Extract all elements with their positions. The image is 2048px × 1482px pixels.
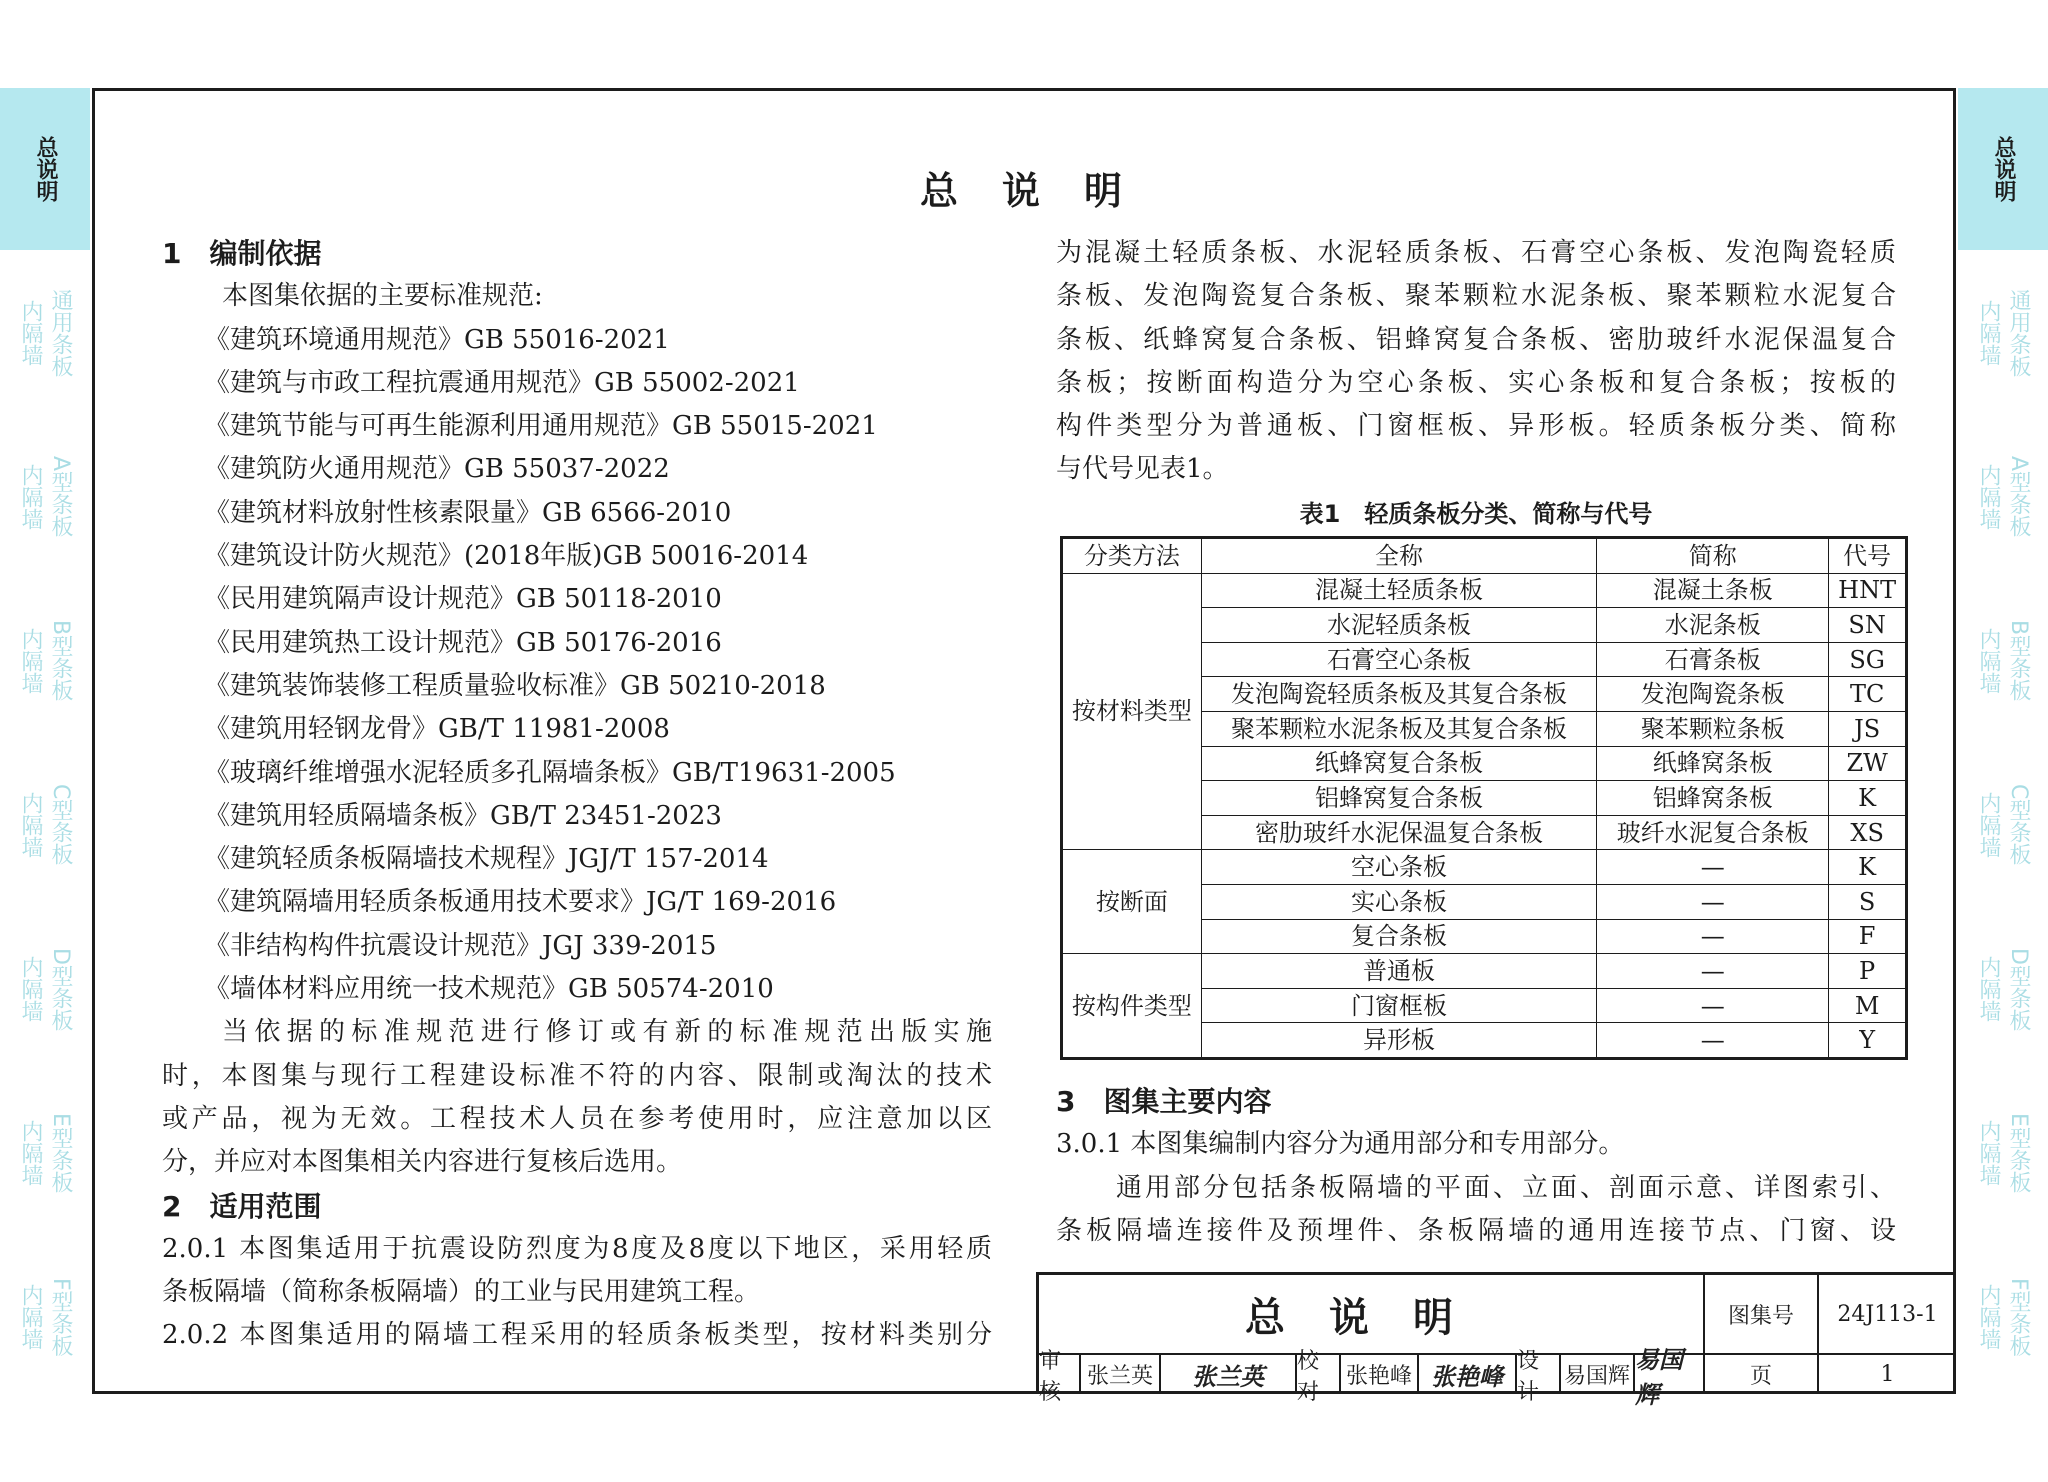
table1-caption: 表1 轻质条板分类、简称与代号 [1299, 500, 1653, 528]
side-tab-label: F型条板 [2006, 1277, 2031, 1357]
left-side-tab [0, 744, 90, 908]
right-side-tab [1958, 88, 2048, 252]
right-text-line: 为混凝土轻质条板、水泥轻质条板、石膏空心条板、发泡陶瓷轻质 [1056, 238, 1896, 268]
designer-name: 易国辉 [1561, 1355, 1635, 1394]
section3-body [1056, 1123, 1896, 1253]
right-column-text [1056, 232, 1896, 492]
side-tab-label: 内隔墙 [1976, 300, 2001, 366]
side-tab-label: 内隔墙 [18, 956, 43, 1022]
page-number: 1 [1880, 1362, 1895, 1387]
side-tab-label: 内隔墙 [18, 1120, 43, 1186]
table-cell: 发泡陶瓷轻质条板及其复合条板 [1201, 677, 1597, 712]
checker-signature: 张艳峰 [1419, 1355, 1517, 1394]
table-cell: 石膏条板 [1597, 642, 1829, 677]
right-side-tab [1958, 908, 2048, 1072]
table1 [1060, 536, 1908, 1060]
table-cell: — [1597, 1023, 1829, 1059]
standard-item: 《民用建筑热工设计规范》GB 50176-2016 [204, 627, 722, 658]
table-cell: — [1597, 919, 1829, 954]
atlas-label: 图集号 [1705, 1275, 1819, 1355]
section2-body [162, 1228, 992, 1358]
section2-line: 2.0.1 本图集适用于抗震设防烈度为8度及8度以下地区，采用轻质 [162, 1233, 992, 1264]
table-cell: 铝蜂窝复合条板 [1201, 781, 1597, 816]
standard-item: 《建筑用轻钢龙骨》GB/T 11981-2008 [204, 714, 670, 745]
left-side-tab [0, 580, 90, 744]
standards-list [162, 319, 992, 1012]
note-line: 分，并应对本图集相关内容进行复核后选用。 [162, 1147, 683, 1178]
table-header-cell: 简称 [1597, 538, 1829, 574]
table-cell: K [1829, 781, 1907, 816]
table-cell: SN [1829, 608, 1907, 643]
standard-item: 《建筑装饰装修工程质量验收标准》GB 50210-2018 [204, 670, 826, 701]
table-cell: P [1829, 954, 1907, 989]
section3-line: 通用部分包括条板隔墙的平面、立面、剖面示意、详图索引、 [1116, 1172, 1896, 1203]
table-cell: 石膏空心条板 [1201, 642, 1597, 677]
table-cell: K [1829, 850, 1907, 885]
side-tab-label: D型条板 [2006, 947, 2031, 1031]
standard-item: 《建筑材料放射性核素限量》GB 6566-2010 [204, 497, 732, 528]
designer-signature: 易国辉 [1635, 1355, 1705, 1394]
table-cell: 普通板 [1201, 954, 1597, 989]
table-group-cell: 按断面 [1062, 850, 1202, 954]
design-label: 设计 [1517, 1355, 1561, 1394]
left-side-tab [0, 1072, 90, 1236]
left-side-tabs [0, 88, 90, 1400]
side-tab-label: E型条板 [2006, 1113, 2031, 1193]
section1-note [162, 1011, 992, 1184]
side-tab-label: A型条板 [2006, 456, 2031, 538]
table-cell: SG [1829, 642, 1907, 677]
table-cell: 聚苯颗粒条板 [1597, 711, 1829, 746]
standard-item: 《建筑隔墙用轻质条板通用技术要求》JG/T 169-2016 [204, 887, 837, 918]
section2-line: 2.0.2 本图集适用的隔墙工程采用的轻质条板类型，按材料类别分 [162, 1320, 992, 1351]
right-side-tab [1958, 252, 2048, 416]
table-cell: — [1597, 954, 1829, 989]
side-tab-label: B型条板 [2006, 620, 2031, 702]
left-side-tab [0, 88, 90, 252]
review-label: 审核 [1039, 1355, 1081, 1394]
section2-line: 条板隔墙（简称条板隔墙）的工业与民用建筑工程。 [162, 1277, 761, 1308]
side-tab-label: 通用条板 [2006, 289, 2031, 377]
table-cell: M [1829, 988, 1907, 1023]
table-cell: 密肋玻纤水泥保温复合条板 [1201, 815, 1597, 850]
table-cell: 水泥条板 [1597, 608, 1829, 643]
right-text-line: 条板；按断面构造分为空心条板、实心条板和复合条板；按板的 [1056, 367, 1896, 398]
atlas-number: 24J113-1 [1819, 1275, 1956, 1355]
table-cell: — [1597, 884, 1829, 919]
standard-item: 《建筑节能与可再生能源利用通用规范》GB 55015-2021 [204, 411, 878, 442]
standard-item: 《玻璃纤维增强水泥轻质多孔隔墙条板》GB/T19631-2005 [204, 757, 896, 788]
section3-line: 3.0.1 本图集编制内容分为通用部分和专用部分。 [1056, 1129, 1625, 1160]
standard-item: 《墙体材料应用统一技术规范》GB 50574-2010 [204, 974, 774, 1005]
side-tab-label: D型条板 [48, 947, 73, 1031]
table-cell: — [1597, 988, 1829, 1023]
section3-heading: 3 图集主要内容 [1056, 1085, 1272, 1118]
reviewer-signature: 张兰英 [1161, 1355, 1297, 1394]
section3-line: 条板隔墙连接件及预埋件、条板隔墙的通用连接节点、门窗、设 [1056, 1215, 1896, 1246]
table-row [1062, 850, 1907, 885]
side-tab-label: 通用条板 [48, 289, 73, 377]
reviewer-name: 张兰英 [1081, 1355, 1161, 1394]
right-text-line: 构件类型分为普通板、门窗框板、异形板。轻质条板分类、简称 [1056, 411, 1896, 442]
table-cell: JS [1829, 711, 1907, 746]
side-tab-label: 内隔墙 [1976, 1120, 2001, 1186]
section2-heading: 2 适用范围 [162, 1189, 322, 1223]
table-cell: ZW [1829, 746, 1907, 781]
table-cell: 纸蜂窝复合条板 [1201, 746, 1597, 781]
table-cell: S [1829, 884, 1907, 919]
table-cell: 混凝土轻质条板 [1201, 573, 1597, 608]
table-group-cell: 按材料类型 [1062, 573, 1202, 850]
right-side-tabs [1958, 88, 2048, 1400]
section1-heading: 1 编制依据 [162, 237, 322, 270]
table-cell: 异形板 [1201, 1023, 1597, 1059]
side-tab-label: 内隔墙 [18, 1284, 43, 1350]
side-tab-label: 内隔墙 [18, 792, 43, 858]
side-tab-label: 内隔墙 [1976, 628, 2001, 694]
standard-item: 《建筑用轻质隔墙条板》GB/T 23451-2023 [204, 800, 722, 831]
table-header-cell: 代号 [1829, 538, 1907, 574]
left-side-tab [0, 252, 90, 416]
table-row [1062, 954, 1907, 989]
table-cell: XS [1829, 815, 1907, 850]
side-tab-label: C型条板 [48, 784, 73, 866]
table-cell: 空心条板 [1201, 850, 1597, 885]
side-tab-label: 内隔墙 [18, 628, 43, 694]
side-tab-label: 内隔墙 [1976, 956, 2001, 1022]
left-side-tab [0, 1236, 90, 1400]
signature-row [1039, 1344, 1956, 1409]
right-text-line: 条板、纸蜂窝复合条板、铝蜂窝复合条板、密肋玻纤水泥保温复合 [1056, 324, 1896, 355]
page-label: 页 [1705, 1355, 1819, 1394]
standard-item: 《建筑环境通用规范》GB 55016-2021 [204, 324, 670, 355]
standard-item: 《建筑防火通用规范》GB 55037-2022 [204, 454, 670, 485]
table-cell: — [1597, 850, 1829, 885]
right-side-tab [1958, 744, 2048, 908]
section1-intro: 本图集依据的主要标准规范: [222, 281, 543, 312]
table-cell: 混凝土条板 [1597, 573, 1829, 608]
standard-item: 《建筑与市政工程抗震通用规范》GB 55002-2021 [204, 367, 800, 398]
side-tab-label: E型条板 [48, 1113, 73, 1193]
left-side-tab [0, 416, 90, 580]
table-cell: 玻纤水泥复合条板 [1597, 815, 1829, 850]
checker-name: 张艳峰 [1341, 1355, 1419, 1394]
table-cell: 纸蜂窝条板 [1597, 746, 1829, 781]
table-cell: HNT [1829, 573, 1907, 608]
table-header-cell: 分类方法 [1062, 538, 1202, 574]
note-line: 当依据的标准规范进行修订或有新的标准规范出版实施 [222, 1017, 992, 1048]
right-side-tab [1958, 1236, 2048, 1400]
side-tab-label: 总说明 [1991, 136, 2016, 202]
table-cell: 实心条板 [1201, 884, 1597, 919]
section3 [1056, 1080, 1896, 1253]
side-tab-label: 内隔墙 [1976, 464, 2001, 530]
side-tab-label: 内隔墙 [18, 300, 43, 366]
table-cell: TC [1829, 677, 1907, 712]
right-text-line: 条板、发泡陶瓷复合条板、聚苯颗粒水泥条板、聚苯颗粒水泥复合 [1056, 281, 1896, 312]
table-cell: 铝蜂窝条板 [1597, 781, 1829, 816]
side-tab-label: C型条板 [2006, 784, 2031, 866]
table-cell: 聚苯颗粒水泥条板及其复合条板 [1201, 711, 1597, 746]
side-tab-label: F型条板 [48, 1277, 73, 1357]
right-side-tab [1958, 580, 2048, 744]
side-tab-label: 内隔墙 [18, 464, 43, 530]
table-cell: 发泡陶瓷条板 [1597, 677, 1829, 712]
table-header-cell: 全称 [1201, 538, 1597, 574]
table-header-row [1062, 538, 1907, 574]
table-cell: F [1829, 919, 1907, 954]
check-label: 校对 [1297, 1355, 1341, 1394]
table-row [1062, 573, 1907, 608]
side-tab-label: 内隔墙 [1976, 792, 2001, 858]
table-cell: 水泥轻质条板 [1201, 608, 1597, 643]
right-text-line: 与代号见表1。 [1056, 454, 1229, 485]
title-block-title: 总说明 [1039, 1275, 1705, 1355]
right-side-tab [1958, 416, 2048, 580]
note-line: 时，本图集与现行工程建设标准不符的内容、限制或淘汰的技术 [162, 1060, 992, 1091]
standard-item: 《建筑轻质条板隔墙技术规程》JGJ/T 157-2014 [204, 844, 769, 875]
note-line: 或产品，视为无效。工程技术人员在参考使用时，应注意加以区 [162, 1103, 992, 1134]
side-tab-label: A型条板 [48, 456, 73, 538]
page-title: 总说明 [920, 169, 1167, 213]
table-cell: 复合条板 [1201, 919, 1597, 954]
side-tab-label: 总说明 [33, 136, 58, 202]
side-tab-label: B型条板 [48, 620, 73, 702]
left-side-tab [0, 908, 90, 1072]
standard-item: 《建筑设计防火规范》(2018年版)GB 50016-2014 [204, 541, 809, 572]
standard-item: 《民用建筑隔声设计规范》GB 50118-2010 [204, 584, 722, 615]
side-tab-label: 内隔墙 [1976, 1284, 2001, 1350]
table-group-cell: 按构件类型 [1062, 954, 1202, 1059]
title-block [1036, 1272, 1956, 1409]
right-side-tab [1958, 1072, 2048, 1236]
left-column [162, 232, 992, 1358]
table-cell: 门窗框板 [1201, 988, 1597, 1023]
standard-item: 《非结构构件抗震设计规范》JGJ 339-2015 [204, 930, 717, 961]
table-cell: Y [1829, 1023, 1907, 1059]
